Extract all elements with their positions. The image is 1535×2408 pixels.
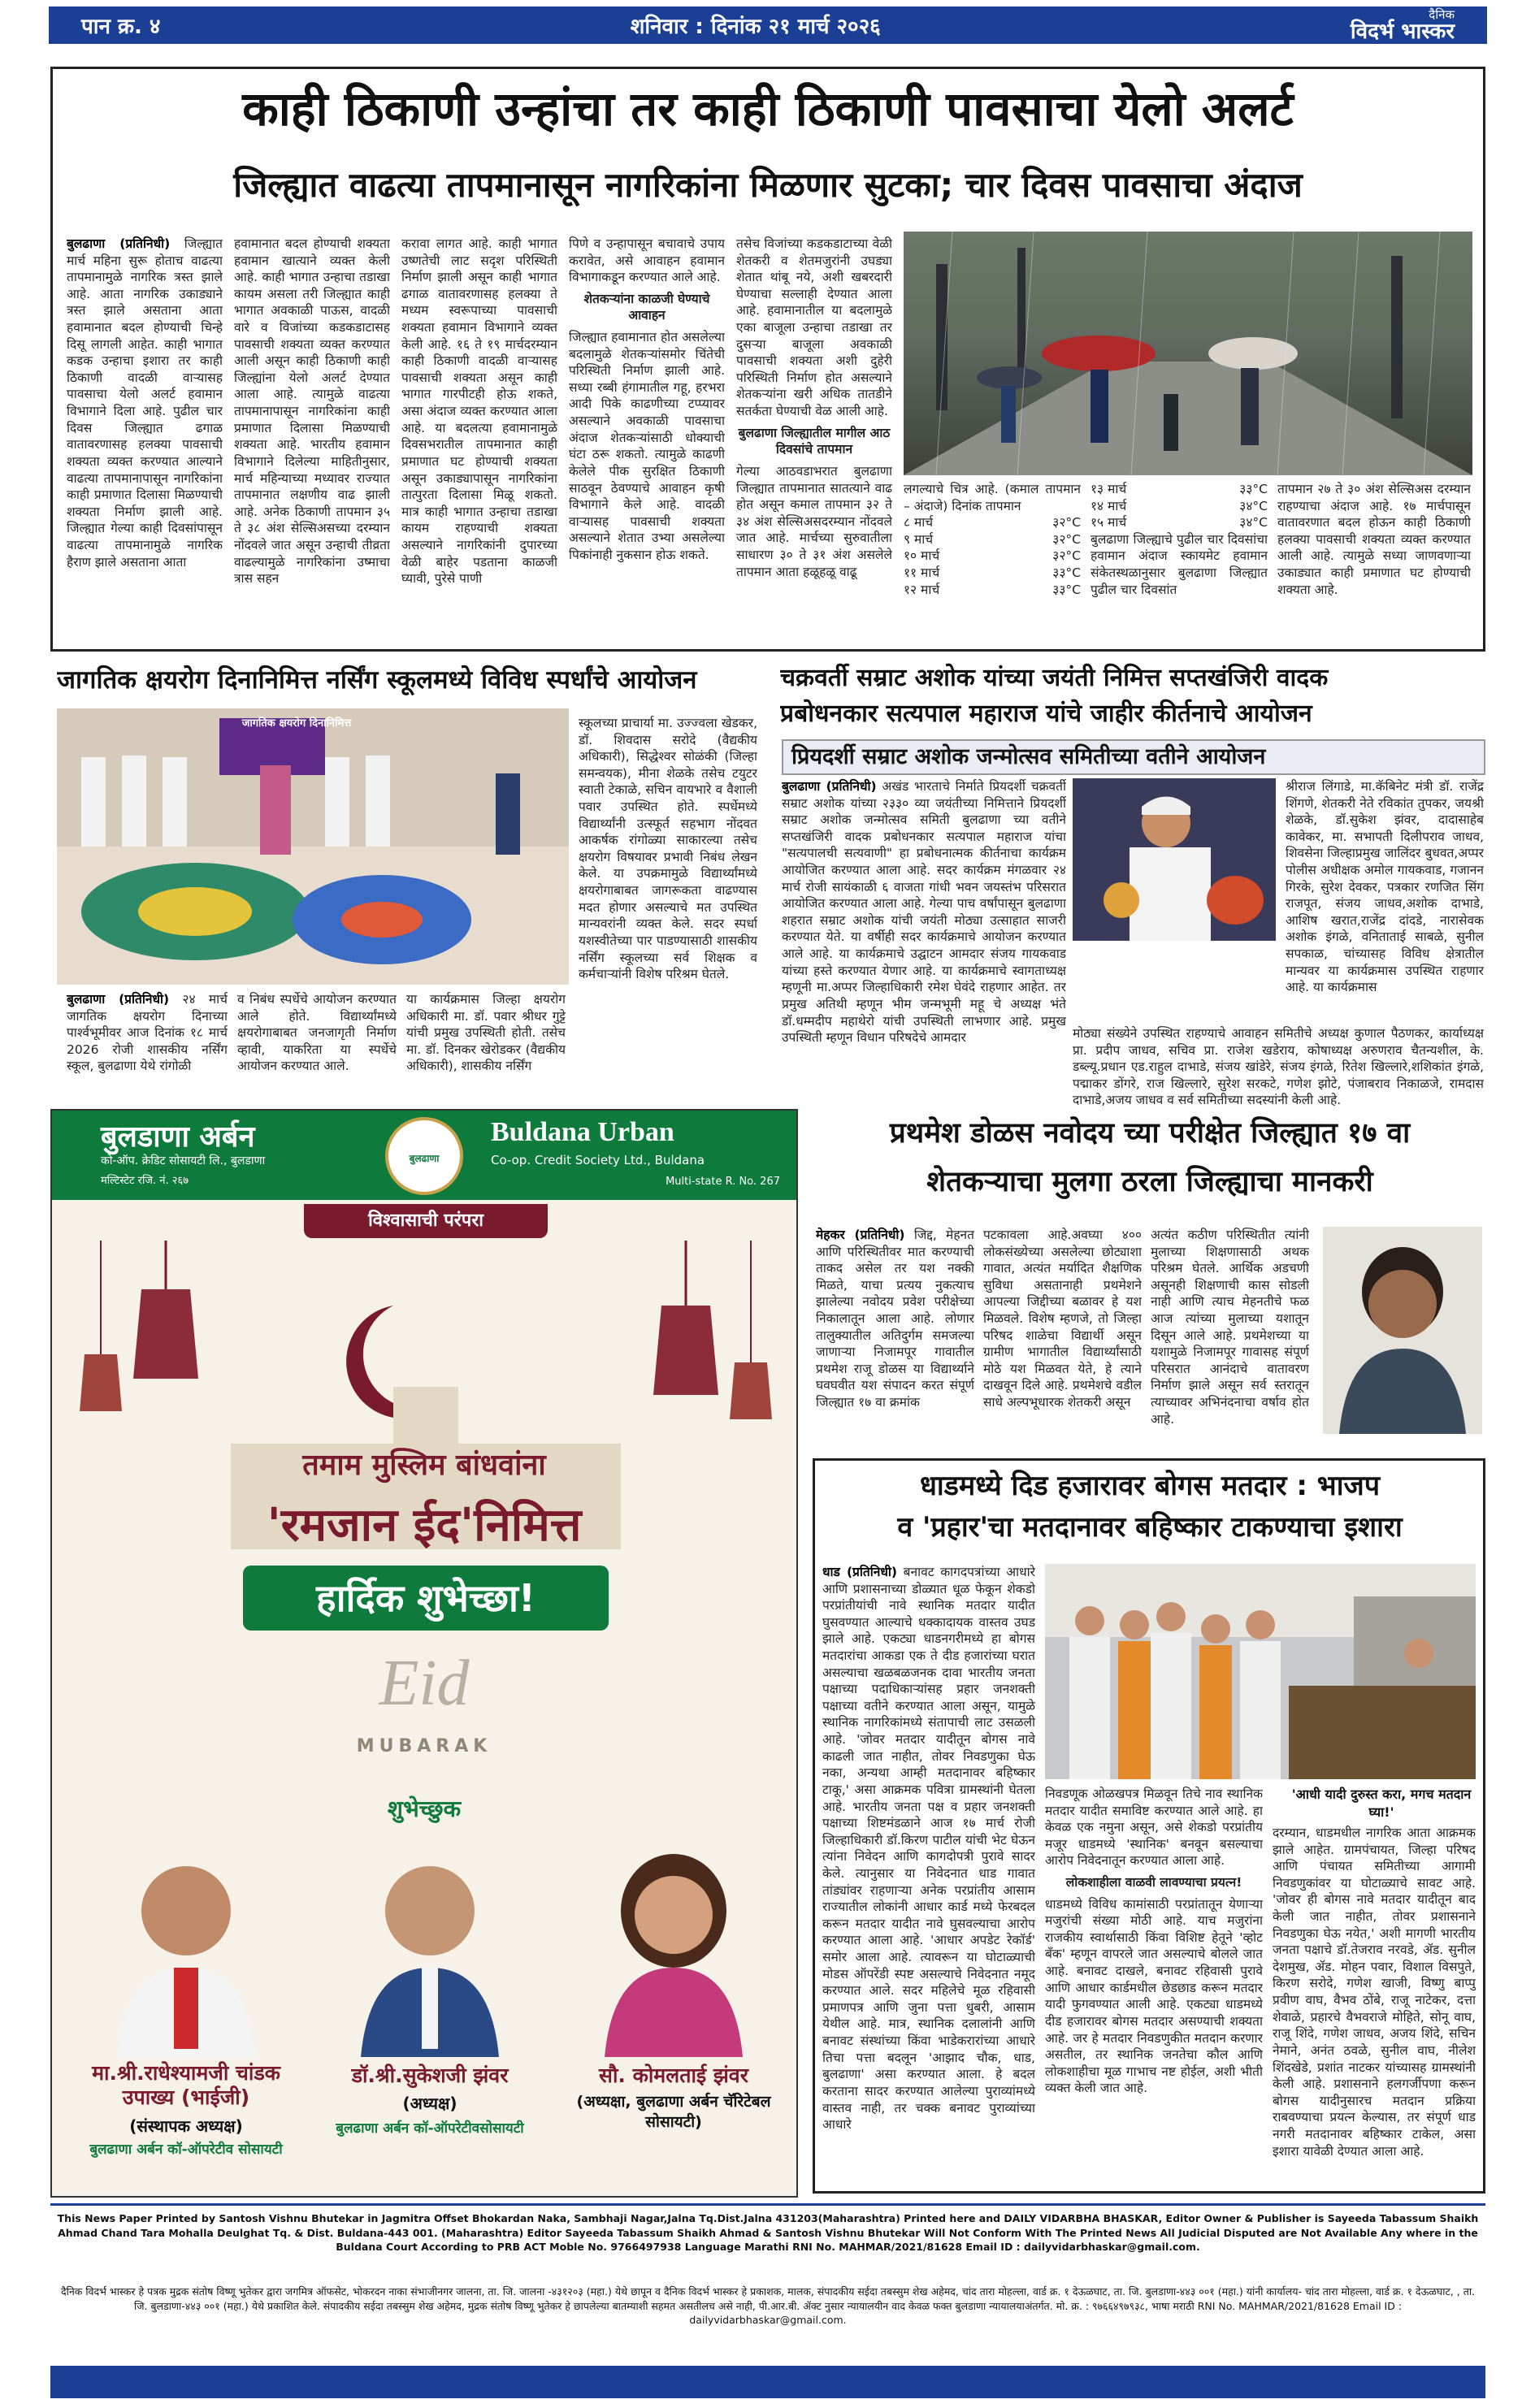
ad-person-2-org: बुलढाणा अर्बन कॉ-ऑपरेटीवसोसायटी — [336, 2120, 524, 2137]
rain-photo — [904, 232, 1472, 475]
ad-person-2-name: डॉ.श्री.सुकेशजी झंवर — [351, 2064, 509, 2087]
dhad-dateline: धाड (प्रतिनिधी) — [822, 1565, 897, 1579]
temp-date: ८ मार्च — [904, 515, 934, 531]
dhad-col-3: दरम्यान, धाडमधील नागरिक आता आक्रमक झाले आहेत. ग्रामपंचायत, जिल्हा परिषद आणि पंचायत समितीच्या आगामी निवडणुकांवर या घोटाळ्याचे सावट आहे. 'जोवर ही बोगस नावे मतदार यादीतून बाद केली जात नाहीत, तोवर प्रशासनाने निवडणुका घेऊ नयेत,' अशी मागणी भारतीय जनता पक्षाचे डॉ.तेजराव नरवडे, ॲड. सुनील देशमुख, ॲड. मोहन पवार, विशाल विसपुते, किरण सरोदे, गणेश खाजी, विष्णु बाप्पु प्रवीण वाघ, वैभव ठोंबे, राजू नाटेकर, दत्ता शेवाळे, प्रहारचे वैभवराजे मोहिते, सोनू वाघ, राजू शिंदे, गणेश जाधव, अजय शिंदे, सचिन नेमाने, अनंत ठवळे, सुनील वाघ, नीलेश शिंदखेडे, प्रशांत नाटकर यांच्यासह ग्रामस्थांनी केली आहे. प्रशासनाने हलगर्जीपणा करून बोगस यादीनुसारच मतदान प्रक्रिया राबवण्याचा प्रयत्न केल्यास, तर संपूर्ण धाड नगरी मतदानावर बहिष्कार टाकेल, असा इशारा यावेळी देण्यात आला आहे. — [1273, 1825, 1476, 2159]
dhad-col-2: निवडणूक ओळखपत्र मिळवून तिचे नाव स्थानिक मतदार यादीत समाविष्ट करण्यात आले आहे. हा केवळ एक नमुना असून, असे शेकडो परप्रांतीय मजूर धाडमध्ये 'स्थानिक' बनवून बसल्याचा आरोप निवेदनातून करण्यात आला आहे. लोकशाहीला वाळवी लावण्याचा प्रयत्न! धाडमध्ये विविध कामांसाठी परप्रांतातून येणाऱ्या मजुरांची संख्या मोठी आहे. याच मजुरांना राजकीय स्वार्थासाठी किंवा विशिष्ट हेतूने 'व्होट बँक' म्हणून वापरले जात असल्याचे बोलले जात आहे. बनावट दाखले, बनावट रहिवासी पुरावे आणि आधार कार्डमधील छेडछाड करून मतदार यादी फुगवण्यात आली आहे. एकट्या धाडमध्ये दीड हजारावर बोगस मतदार असण्याची शक्यता आहे. जर हे मतदार निवडणुकीत मतदान करणार असतील, तर स्थानिक जनतेचा कौल आणि लोकशाहीचा मूळ गाभाच नष्ट होईल, अशी भीती व्यक्त केली जात आहे. — [1045, 1787, 1263, 2096]
ad-greeting-3: हार्दिक शुभेच्छा! — [243, 1566, 609, 1631]
temp-value: ३४°C — [1239, 515, 1268, 531]
ad-bank-name-en: Buldana Urban — [491, 1117, 674, 1147]
navodaya-col-3: अत्यंत कठीण परिस्थितीत त्यांनी मुलाच्या शिक्षणासाठी अथक परिश्रम घेतले. आर्थिक अडचणी असूनही शिक्षणाची कास सोडली नाही आणि त्याच मेहनतीचे फळ आज त्यांच्या मुलाच्या यशातून दिसून आले आहे. प्रथमेशच्या या यशामुळे निजामपूर गावासह संपूर्ण परिसरात आनंदाचे वातावरण निर्माण झाले असून सर्व स्तरातून त्याच्यावर अभिनंदनाचा वर्षाव होत आहे. — [1151, 1228, 1309, 1427]
ad-bank-name-mr: बुलडाणा अर्बन — [101, 1120, 255, 1154]
weather-col-last: तापमान २७ ते ३० अंश सेल्सिअस दरम्यान राहण्याचा अंदाज आहे. १७ मार्चपासून वातावरणात बदल होऊन काही ठिकाणी हलक्या पावसाची शक्यता व्यक्त करण्यात आली आहे. त्यामुळे सध्या जाणवणाऱ्या उकाड्यात काही प्रमाणात घट होण्याची शक्यता आहे. — [1277, 482, 1471, 597]
temp-value: ३३°C — [1239, 482, 1268, 496]
eid-ad — [50, 1109, 798, 2198]
ashok-col-1: बुलढाणा (प्रतिनिधी) अखंड भारताचे निर्माते प्रियदर्शी चक्रवर्ती सम्राट अशोक यांच्या २३३० व्या जयंतीच्या निमित्ताने प्रियदर्शी सम्राट अशोक जन्मोत्सव समिती बुलढाणा च्या वतीने सप्तखंजिरी वादक प्रबोधनकार सत्यपाल महाराज यांचा "सत्यपालची सत्यवाणी" हा प्रबोधनात्मक कीर्तनाचा कार्यक्रम आयोजित करण्यात आला आहे. सदर कार्यक्रम मंगळवार २४ मार्च रोजी सायंकाळी ६ वाजता गांधी भवन जयस्तंभ परिसरात आयोजित करण्यात आला आहे. गेल्या पाच वर्षांपासून बुलढाणा शहरात सम्राट अशोक यांची जयंती मोठ्या उत्साहात साजरी करण्यात येते. या वर्षीही सदर कार्यक्रमाचे आयोजन करण्यात आले आहे. या कार्यक्रमाचे उद्घाटन आमदार संजय गायकवाड यांच्या हस्ते करण्यात येणार आहे. या कार्यक्रमाचे स्वागताध्यक्ष म्हणूनी मा.अप्पर जिल्हाधिकारी रमेश घेवंदे राहणार आहेत. तर प्रमुख अतिथी म्हणून भीम जन्मभूमी महू चे अध्यक्ष भंते डॉ.धम्मदीप महाथेरो यांची उपस्थिती लाभणार आहे. प्रमुख उपस्थिती म्हणून विधान परिषदेचे आमदार — [782, 779, 1066, 1046]
navodaya-col-2: पटकावला आहे.अवघ्या ४०० लोकसंख्येच्या असलेल्या छोट्याशा गावात, अत्यंत मर्यादित शैक्षणिक सुविधा असतानाही प्रथमेशने आपल्या जिद्दीच्या बळावर हे यश मिळवले. विशेष म्हणजे, तो जिल्हा परिषद शाळेचा विद्यार्थी असून ग्रामीण भागातील विद्यार्थ्यांसाठी मोठे यश मिळवत येते, हे त्याने दाखवून दिले आहे. प्रथमेशचे वडील साधे अल्पभूधारक शेतकरी असून — [983, 1228, 1142, 1410]
temp-date: १३ मार्च — [1091, 482, 1127, 496]
temp-date: १४ मार्च — [1091, 498, 1127, 513]
ad-person-3-role: (अध्यक्षा, बुलढाणा अर्बन चॅरिटेबल सोसायटी) — [576, 2093, 771, 2131]
ad-person-1-name: मा.श्री.राधेश्यामजी चांडक उपाख्य (भाईजी) — [92, 2061, 280, 2109]
ashok-col-2: श्रीराज लिंगाडे, मा.कॅबिनेट मंत्री डॉ. राजेंद्र शिंगणे, शेतकरी नेते रविकांत तुपकर, जयश्री शेळके, डॉ.सुकेश झंवर, दादासाहेब कावेकर, मा. सभापती दिलीपराव जाधव, शिवसेना जिल्हाप्रमुख जालिंदर बुधवत,अप्पर पोलीस अधीक्षक अमोल गायकवाड, गजानन गिरके, सुरेश देवकर, पत्रकार रणजित सिंग राजपूत, संजय जाधव,अशोक दाभाडे, आशिष खरात,राजेंद्र दांदडे, नारासेवक अशोक इंगळे, वनिताताई साबळे, सुनील सपकाळ, चांच्यासह विविध क्षेत्रातील मान्यवर या कार्यक्रमास उपस्थित राहणार आहे. या कार्यक्रमास — [1286, 779, 1484, 995]
ad-bank-sub-mr: को-ऑप. क्रेडिट सोसायटी लि., बुलडाणा — [101, 1154, 266, 1167]
weather-farmer-subhead: शेतकऱ्यांना काळजी घेण्याचे आवाहन — [583, 291, 710, 323]
weather-dateline: बुलढाणा (प्रतिनिधी) — [67, 236, 171, 251]
navodaya-headline-2: शेतकऱ्याचा मुलगा ठरला जिल्ह्याचा मानकरी — [926, 1166, 1373, 1198]
temp-row — [904, 548, 1081, 565]
temp-value: ३२°C — [1052, 531, 1081, 547]
ad-portrait-1 — [85, 1838, 288, 2057]
ad-greeting-2: 'रमजान ईद'निमित्त — [267, 1499, 582, 1552]
ashok-col-3: मोठ्या संख्येने उपस्थित राहण्याचे आवाहन समितीचे अध्यक्ष कुणाल पैठणकर, कार्याध्यक्ष प्रा. प्रदीप जाधव, सचिव प्रा. राजेश खडेराय, कोषाध्यक्ष अरुणराव चैतन्यशील, के. डब्ल्यू.प्रधान एड.राहुल दाभाडे, संजय खांडेरे, संजय इंगळे, रितेश खिल्लारे,शशिकांत इंगळे, पद्माकर डोंगरे, राज खिल्लारे, सुरेश सरकटे, गणेश झोटे, पंजाबराव निकाळजे, रामदास दाभाडे,अजय जाधव व सर्व समितीच्या सदस्यांनी केली आहे. — [1073, 1026, 1484, 1108]
nursing-photo — [57, 708, 569, 985]
temp-row — [1091, 514, 1268, 531]
temp-date: ११ मार्च — [904, 565, 940, 581]
dhad-subhead: लोकशाहीला वाळवी लावण्याचा प्रयत्न! — [1065, 1875, 1242, 1890]
nursing-col-4: स्कूलच्या प्राचार्या मा. उज्ज्वला खेडकर, डॉ. शिवदास सरोदे (वैद्यकीय अधिकारी), सिद्धेश्वर सोळंकी (जिल्हा समन्वयक), मीना शेळके तसेच टयुटर स्वाती टेकाळे, सचिन वायभारे व वैशाली पवार उपस्थित होते. स्पर्धेमध्ये विद्यार्थ्यांनी उत्स्फूर्त सहभाग नोंदवत आकर्षक रांगोळ्या साकारल्या तसेच क्षयरोग विषयावर प्रभावी निबंध लेखन केले. या उपक्रमामुळे विद्यार्थ्यांमध्ये क्षयरोगाबाबत जागरूकता वाढण्यास मदत होणार असल्याचे मत उपस्थित मान्यवरांनी व्यक्त केले. सदर स्पर्धा यशस्वीतेच्या पार पाडण्यासाठी शासकीय नर्सिंग स्कूलच्या सर्व शिक्षक व कर्मचाऱ्यांनी विशेष परिश्रम घेतले. — [579, 716, 757, 982]
ad-tagline: विश्वासाची परंपरा — [304, 1204, 548, 1238]
temp-row — [904, 565, 1081, 582]
ad-bank-reg-en: Multi-state R. No. 267 — [666, 1176, 780, 1188]
ad-logo-text: बुलढाणा — [409, 1153, 440, 1164]
imprint-english: This News Paper Printed by Santosh Vishnu Bhutekar in Jagmitra Offset Bhokardan Naka, Sambhaji Nagar,Jalna Tq.Dist.Jalna 431203(Maharashtra) Printed here and DAILY VIDARBHA BHASKAR, Editor Owner & Publisher is Sayeeda Tabassum Shaikh Ahmad Chand Tara Mohalla Deulghat Tq. & Dist. Buldana-443 001. (Maharashtra) Editor Sayeeda Tabassum Shaikh Ahmad & Santosh Vishnu Bhutekar Will Not Conform With The Printed News All Judicial Disputed are Not Available Any where in the Buldana Court According to PRB ACT Moble No. 9766497938 Language Marathi RNI No. MAHMAR/2021/81628 Email ID : dailyvidarbhaskar@gmail.com. — [57, 2212, 1479, 2253]
dhad-photo-caption: 'आधी यादी दुरुस्त करा, मगच मतदान घ्या!' — [1291, 1787, 1472, 1820]
temp-date: ९ मार्च — [904, 531, 934, 547]
temp-date: १० मार्च — [904, 548, 940, 564]
nursing-col-3: या कार्यक्रमास जिल्हा क्षयरोग अधिकारी मा. डॉ. पवार श्रीधर गुट्टे यांची प्रमुख उपस्थिती होती. तसेच मा. डॉ. दिनकर खेरोडकर (वैद्यकीय अधिकारी), शासकीय नर्सिंग — [406, 992, 566, 1074]
masthead-daily: दैनिक — [1429, 6, 1455, 22]
dhad-headline-2: व 'प्रहार'चा मतदानावर बहिष्कार टाकण्याचा इशारा — [897, 1511, 1403, 1544]
ashok-headline-2: प्रबोधनकार सत्यपाल महाराज यांचे जाहीर कीर्तनाचे आयोजन — [780, 699, 1312, 728]
temp-value: ३३°C — [1052, 582, 1081, 597]
masthead-name: विदर्भ भास्कर — [1350, 19, 1455, 44]
ad-person-3-name: सौ. कोमलताई झंवर — [599, 2064, 748, 2087]
ad-person-1-org: बुलढाणा अर्बन कॉ-ऑपरेटीव सोसायटी — [89, 2142, 283, 2158]
temp-table-2 — [1091, 481, 1268, 531]
weather-headline: काही ठिकाणी उन्हांचा तर काही ठिकाणी पावसाचा येलो अलर्ट — [242, 81, 1294, 136]
ashok-headline-1: चक्रवर्ती सम्राट अशोक यांच्या जयंती निमित्त सप्तखंजिरी वादक — [780, 664, 1329, 692]
ad-person-2-role: (अध्यक्ष) — [402, 2094, 457, 2113]
imprint-marathi: दैनिक विदर्भ भास्कर हे पत्रक मुद्रक संतोष विष्णू भुतेकर द्वारा जगमित्र ऑफसेट, भोकरदन नाका संभाजीनगर जालना, ता. जि. जालना -४३१२०३ (महा.) येथे छापून व दैनिक विदर्भ भास्कर हे प्रकाशक, मालक, संपादकीय सईदा तबस्सुम शेख अहेमद, चांद तारा मोहल्ला, वार्ड क्र. १ देऊळघाट, ता. जि. बुलडाणा-४४३ ००१ (महा.) यांनी कार्यालय- चांद तारा मोहल्ला, वार्ड क्र. १ देऊळघाट, , ता. जि. बुलडाणा-४४३ ००१ (महा.) येथे प्रकाशित केले. संपादकीय सईदा तबस्सुम शेख अहेमद, मुद्रक संतोष विष्णू भुतेकर हे छापलेल्या बातम्याशी सहमत असतीलच असे नाही, पी.आर.बी. ॲक्ट नुसार न्यायालयीन वाद केवळ फक्त बुलडाणा न्यायालयाअंतर्गत. मो. क्र. : ९७६६४९७९३८, भाषा मराठी RNI No. MAHMAR/2021/81628 Email ID : dailyvidarbhaskar@gmail.com. — [60, 2285, 1476, 2326]
ad-bank-header — [52, 1111, 796, 1200]
dhad-headline-1: धाडमध्ये दिड हजारावर बोगस मतदार : भाजप — [919, 1470, 1381, 1502]
masthead-brand — [1350, 6, 1455, 44]
navodaya-dateline: मेहकर (प्रतिनिधी) — [816, 1228, 905, 1242]
page-header-bar — [49, 6, 1487, 44]
weather-col-3: करावा लागत आहे. काही भागात उष्णतेची लाट सदृश परिस्थिती निर्माण झाली असून काही भागात ढगाळ वातावरणासह हलक्या ते मध्यम स्वरूपाच्या पावसाची शक्यता हवामान विभागाने व्यक्त केली आहे. १६ ते १९ मार्चदरम्यान काही ठिकाणी वादळी वाऱ्यासह पावसाची शक्यता असून काही भागात गारपीटही होऊ शकते, असा अंदाज व्यक्त करण्यात आला आहे. या बदलत्या हवामानामुळे दिवसभरातील तापमानात काही प्रमाणात घट होण्याची शक्यता असून उकाड्यापासून नागरिकांना तात्पुरता दिलासा मिळू शकतो. मात्र काही भागात उन्हाचा तडाखा कायम राहण्याची शक्यता असल्याने नागरिकांनी दुपारच्या वेळी बाहेर पडताना काळजी घ्यावी, पुरेसे पाणी — [401, 236, 557, 587]
dhad-photo — [1045, 1564, 1476, 1779]
ad-wishers-label: शुभेच्छुक — [387, 1795, 462, 1822]
navodaya-student-photo — [1323, 1227, 1482, 1434]
nursing-dateline: बुलढाणा (प्रतिनिधी) — [67, 992, 170, 1007]
temp-date: १५ मार्च — [1091, 515, 1127, 531]
dhad-col-1: धाड (प्रतिनिधी) बनावट कागदपत्रांच्या आधारे आणि प्रशासनाच्या डोळ्यात धूळ फेकून शेकडो परप्रांतीयांची नावे स्थानिक मतदार यादीत घुसवण्यात आल्याचे धक्कादायक वास्तव उघड झाले आहे. एकट्या धाडनगरीमध्ये हा बोगस मतदारांचा आकडा एक ते दीड हजारांच्या घरात असल्याचा खळबळजनक दावा भारतीय जनता पक्षाच्या पदाधिकाऱ्यांसह प्रहार जनशक्ती पक्षाच्या वतीने करण्यात आला असून, यामुळे स्थानिक नागरिकांमध्ये संतापाची लाट उसळली आहे. 'जोवर मतदार यादीतून बोगस नावे काढली जात नाहीत, तोवर निवडणुका घेऊ नका, अन्यथा आम्ही मतदानावर बहिष्कार टाकू,' असा आक्रमक पवित्रा ग्रामस्थांनी घेतला आहे. भारतीय जनता पक्ष व प्रहार जनशक्ती पक्षाच्या शिष्टमंडळाने आज १७ मार्च रोजी जिल्हाधिकारी डॉ.किरण पाटील यांची भेट घेऊन त्यांना निवेदन आणि कागदोपत्री पुरावे सादर केले. त्यानुसार या निवेदनात धाड गावात तांड्यांवर राहणाऱ्या अनेक परप्रांतीय आसाम राज्यातील लोकांनी आधार कार्ड मध्ये फेरबदल करून मतदार यादीत नावे घुसवल्याचा आरोप करण्यात आला आहे. 'आधार अपडेट रेकॉर्ड' समोर आला आहे. त्यावरून या घोटाळ्याची मोडस ऑपरेंडी स्पष्ट असल्याचे निवेदनात नमूद करण्यात आले. सदर महिलेचे मूळ रहिवासी प्रमाणपत्र आणि जुना पत्ता धुबरी, आसाम येथील आहे. मात्र, स्थानिक दलालांनी आणि बनावट संस्थांच्या किंवा भाडेकरारांच्या आधारे तिचा पत्ता बदलून 'आझाद चौक, धाड, बुलढाणा' असा करण्यात आला. हे बदल करताना सादर करण्यात आलेल्या पुराव्यांमध्ये वास्तव नाही, तर चक्क बनावट पुराव्यांच्या आधारे — [822, 1565, 1035, 2133]
ad-greeting-1: तमाम मुस्लिम बांधवांना — [302, 1449, 546, 1482]
temp-row — [1091, 498, 1268, 515]
ad-person-1-role: (संस्थापक अध्यक्ष) — [129, 2116, 243, 2136]
ashok-subhead: प्रियदर्शी सम्राट अशोक जन्मोत्सव समितीच्या वतीने आयोजन — [782, 739, 1485, 775]
weather-col-1: बुलढाणा (प्रतिनिधी) जिल्ह्यात मार्च महिना सुरू होताच वाढत्या तापमानामुळे नागरिक त्रस्त झाले आहे. आता नागरिक उकाड्याने त्रस्त झाले असताना आता हवामानात बदल होण्याची चिन्हे दिसू लागली आहेत. काही भागात कडक उन्हाचा इशारा तर काही ठिकाणी वादळी वाऱ्यासह पावसाचा येलो अलर्ट हवामान विभागाने दिला आहे. पुढील चार दिवस जिल्ह्यात ढगाळ वातावरणासह हलक्या पावसाची शक्यता व्यक्त करण्यात आल्याने वाढत्या तापमानापासून नागरिकांना काही प्रमाणात दिलासा मिळण्याची शक्यता निर्माण झाली आहे. जिल्ह्यात गेल्या काही दिवसांपासून वाढत्या तापमानामुळे नागरिक हैराण झाले असताना आता — [67, 236, 223, 570]
weather-subhead: जिल्ह्यात वाढत्या तापमानासून नागरिकांना मिळणार सुटका; चार दिवस पावसाचा अंदाज — [233, 165, 1303, 205]
temp-table-1 — [904, 514, 1081, 598]
ad-eid-script: Eid — [379, 1648, 470, 1719]
ad-bank-reg-mr: मल्टिस्टेट रजि. नं. २६७ — [101, 1175, 189, 1187]
weather-table-col: लगल्याचे चित्र आहे. (कमाल तापमान – अंदाजे) दिनांक तापमान ८ मार्च ३२°C ९ मार्च ३२°C १० मार्च ३२°C ११ मार्च ३३°C १२ मार्च ३३°C — [904, 482, 1081, 597]
temp-row — [1091, 481, 1268, 498]
weather-temp-subhead: बुलढाणा जिल्ह्यातील मागील आठ दिवसांचे तापमान — [738, 425, 891, 457]
temp-value: ३२°C — [1052, 548, 1081, 564]
ad-mubarak: MUBARAK — [356, 1736, 492, 1756]
bottom-bar — [50, 2366, 1485, 2398]
weather-col-5: तसेच विजांच्या कडकडाटाच्या वेळी शेतकरी व शेतमजुरांनी उघड्या शेतात थांबू नये, अशी खबरदारी घेण्याचा सल्लाही देण्यात आला आहे. हवामानातील या बदलामुळे एका बाजूला उन्हाचा तडाखा तर दुसऱ्या बाजूला अवकाळी पावसाची शक्यता अशी दुहेरी परिस्थिती निर्माण होत असल्याने शेतकऱ्यांना खरी अधिक तातडीने सतर्कता घेण्याची वेळ आली आहे. बुलढाणा जिल्ह्यातील मागील आठ दिवसांचे तापमान गेल्या आठवडाभरात बुलढाणा जिल्ह्यात तापमानात सातत्याने वाढ होत असून कमाल तापमान ३२ ते ३४ अंश सेल्सिअसदरम्यान नोंदवले जात आहे. मार्चच्या सुरुवातीला साधारण ३० ते ३१ अंश असलेले तापमान आता हळूहळू वाढू — [736, 236, 892, 579]
issue-date: शनिवार : दिनांक २१ मार्च २०२६ — [630, 15, 881, 39]
temp-date: १२ मार्च — [904, 582, 940, 597]
temp-row — [904, 531, 1081, 548]
weather-forecast-col: १३ मार्च ३३°C १४ मार्च ३४°C १५ मार्च ३४°C बुलढाणा जिल्ह्याचे पुढील चार दिवसांचा हवामान अंदाज स्कायमेट हवामान संकेतस्थळानुसार बुलढाणा जिल्ह्यात पुढील चार दिवसांत — [1091, 482, 1268, 597]
weather-col-2: हवामानात बदल होण्याची शक्यता हवामान खात्याने व्यक्त केली आहे. काही भागात उन्हाचा तडाखा कायम असला तरी जिल्ह्यात काही भागात अवकाळी पाऊस, वादळी वारे व विजांच्या कडकडाटासह पावसाची शक्यता व्यक्त करण्यात आली असून काही ठिकाणी काही जिल्ह्यांना येलो अलर्ट देण्यात आला आहे. त्यामुळे वाढत्या तापमानापासून नागरिकांना काही प्रमाणात दिलासा मिळण्याची शक्यता आहे. भारतीय हवामान विभागाने दिलेल्या माहितीनुसार, मार्च महिन्याच्या मध्यावर राज्यात तापमानात लक्षणीय वाढ झाली आहे. अनेक ठिकाणी तापमान ३५ ते ३८ अंश सेल्सिअसच्या दरम्यान नोंदवले जात असून उन्हाची तीव्रता वाढल्यामुळे नागरिकांना उष्माचा त्रास सहन — [234, 236, 390, 587]
temp-value: ३३°C — [1052, 565, 1081, 581]
temp-value: ३२°C — [1052, 515, 1081, 531]
navodaya-col-1: मेहकर (प्रतिनिधी) जिद्द, मेहनत आणि परिस्थितीवर मात करण्याची ताकद असेल तर यश नक्की मिळते, याचा प्रत्यय नुकत्याच झालेल्या नवोदय प्रवेश परीक्षेच्या निकालातून आला आहे. लोणार तालुक्यातील अतिदुर्गम समजल्या जाणाऱ्या निजामपूर गावातील प्रथमेश राजू डोळस या विद्यार्थ्याने घवघवीत यश संपादन करत संपूर्ण जिल्ह्यात १७ वा क्रमांक — [816, 1228, 974, 1410]
ashok-dateline: बुलढाणा (प्रतिनिधी) — [782, 779, 877, 794]
temp-value: ३४°C — [1239, 498, 1268, 513]
nursing-headline: जागतिक क्षयरोग दिनानिमित्त नर्सिंग स्कूलमध्ये विविध स्पर्धांचे आयोजन — [57, 665, 697, 695]
navodaya-headline-1: प्रथमेश डोळस नवोदय च्या परीक्षेत जिल्ह्यात १७ वा — [889, 1117, 1411, 1150]
imprint-rule — [50, 2203, 1485, 2206]
nursing-col-1: बुलढाणा (प्रतिनिधी) २४ मार्च जागतिक क्षयरोग दिनाच्या पार्श्वभूमीवर आज दिनांक १८ मार्च 2026 रोजी शासकीय नर्सिंग स्कूल, बुलढाणा येथे रांगोळी — [67, 992, 228, 1074]
temp-row — [904, 514, 1081, 531]
ad-bank-logo — [385, 1117, 463, 1195]
weather-col-4: पिणे व उन्हापासून बचावाचे उपाय करावेत, असे आवाहन हवामान विभागाकडून करण्यात आले आहे. शेतकऱ्यांना काळजी घेण्याचे आवाहन जिल्ह्यात हवामानात होत असलेल्या बदलामुळे शेतकऱ्यांसमोर चिंतेची परिस्थिती निर्माण झाली आहे. सध्या रब्बी हंगामातील गहू, हरभरा आदी पिके काढणीच्या टप्प्यावर असल्याने अवकाळी पावसाचा अंदाज शेतकऱ्यांसाठी धोक्याची घंटा ठरू शकतो. त्यामुळे काढणी केलेले पीक सुरक्षित ठिकाणी साठवून ठेवण्याचे आवाहन कृषी विभागाने केले आहे. वादळी वाऱ्यासह पावसाची शक्यता असल्याने शेतात उभ्या असलेल्या पिकांनाही नुकसान होऊ शकते. — [569, 236, 725, 562]
ad-portrait-2 — [328, 1838, 531, 2057]
ad-bank-sub-en: Co-op. Credit Society Ltd., Buldana — [491, 1153, 705, 1167]
ashok-photo — [1073, 778, 1276, 941]
ad-portrait-3 — [572, 1838, 775, 2057]
page-number: पान क्र. ४ — [81, 15, 161, 39]
nursing-col-2: व निबंध स्पर्धेचे आयोजन करण्यात आले होते. विद्यार्थ्यांमध्ये क्षयरोगाबाबत जनजागृती निर्माण व्हावी, याकरिता या स्पर्धेचे आयोजन करण्यात आले. — [237, 992, 397, 1074]
nursing-banner: जागतिक क्षयरोग दिनानिमित्त — [241, 717, 352, 730]
temp-row — [904, 582, 1081, 599]
